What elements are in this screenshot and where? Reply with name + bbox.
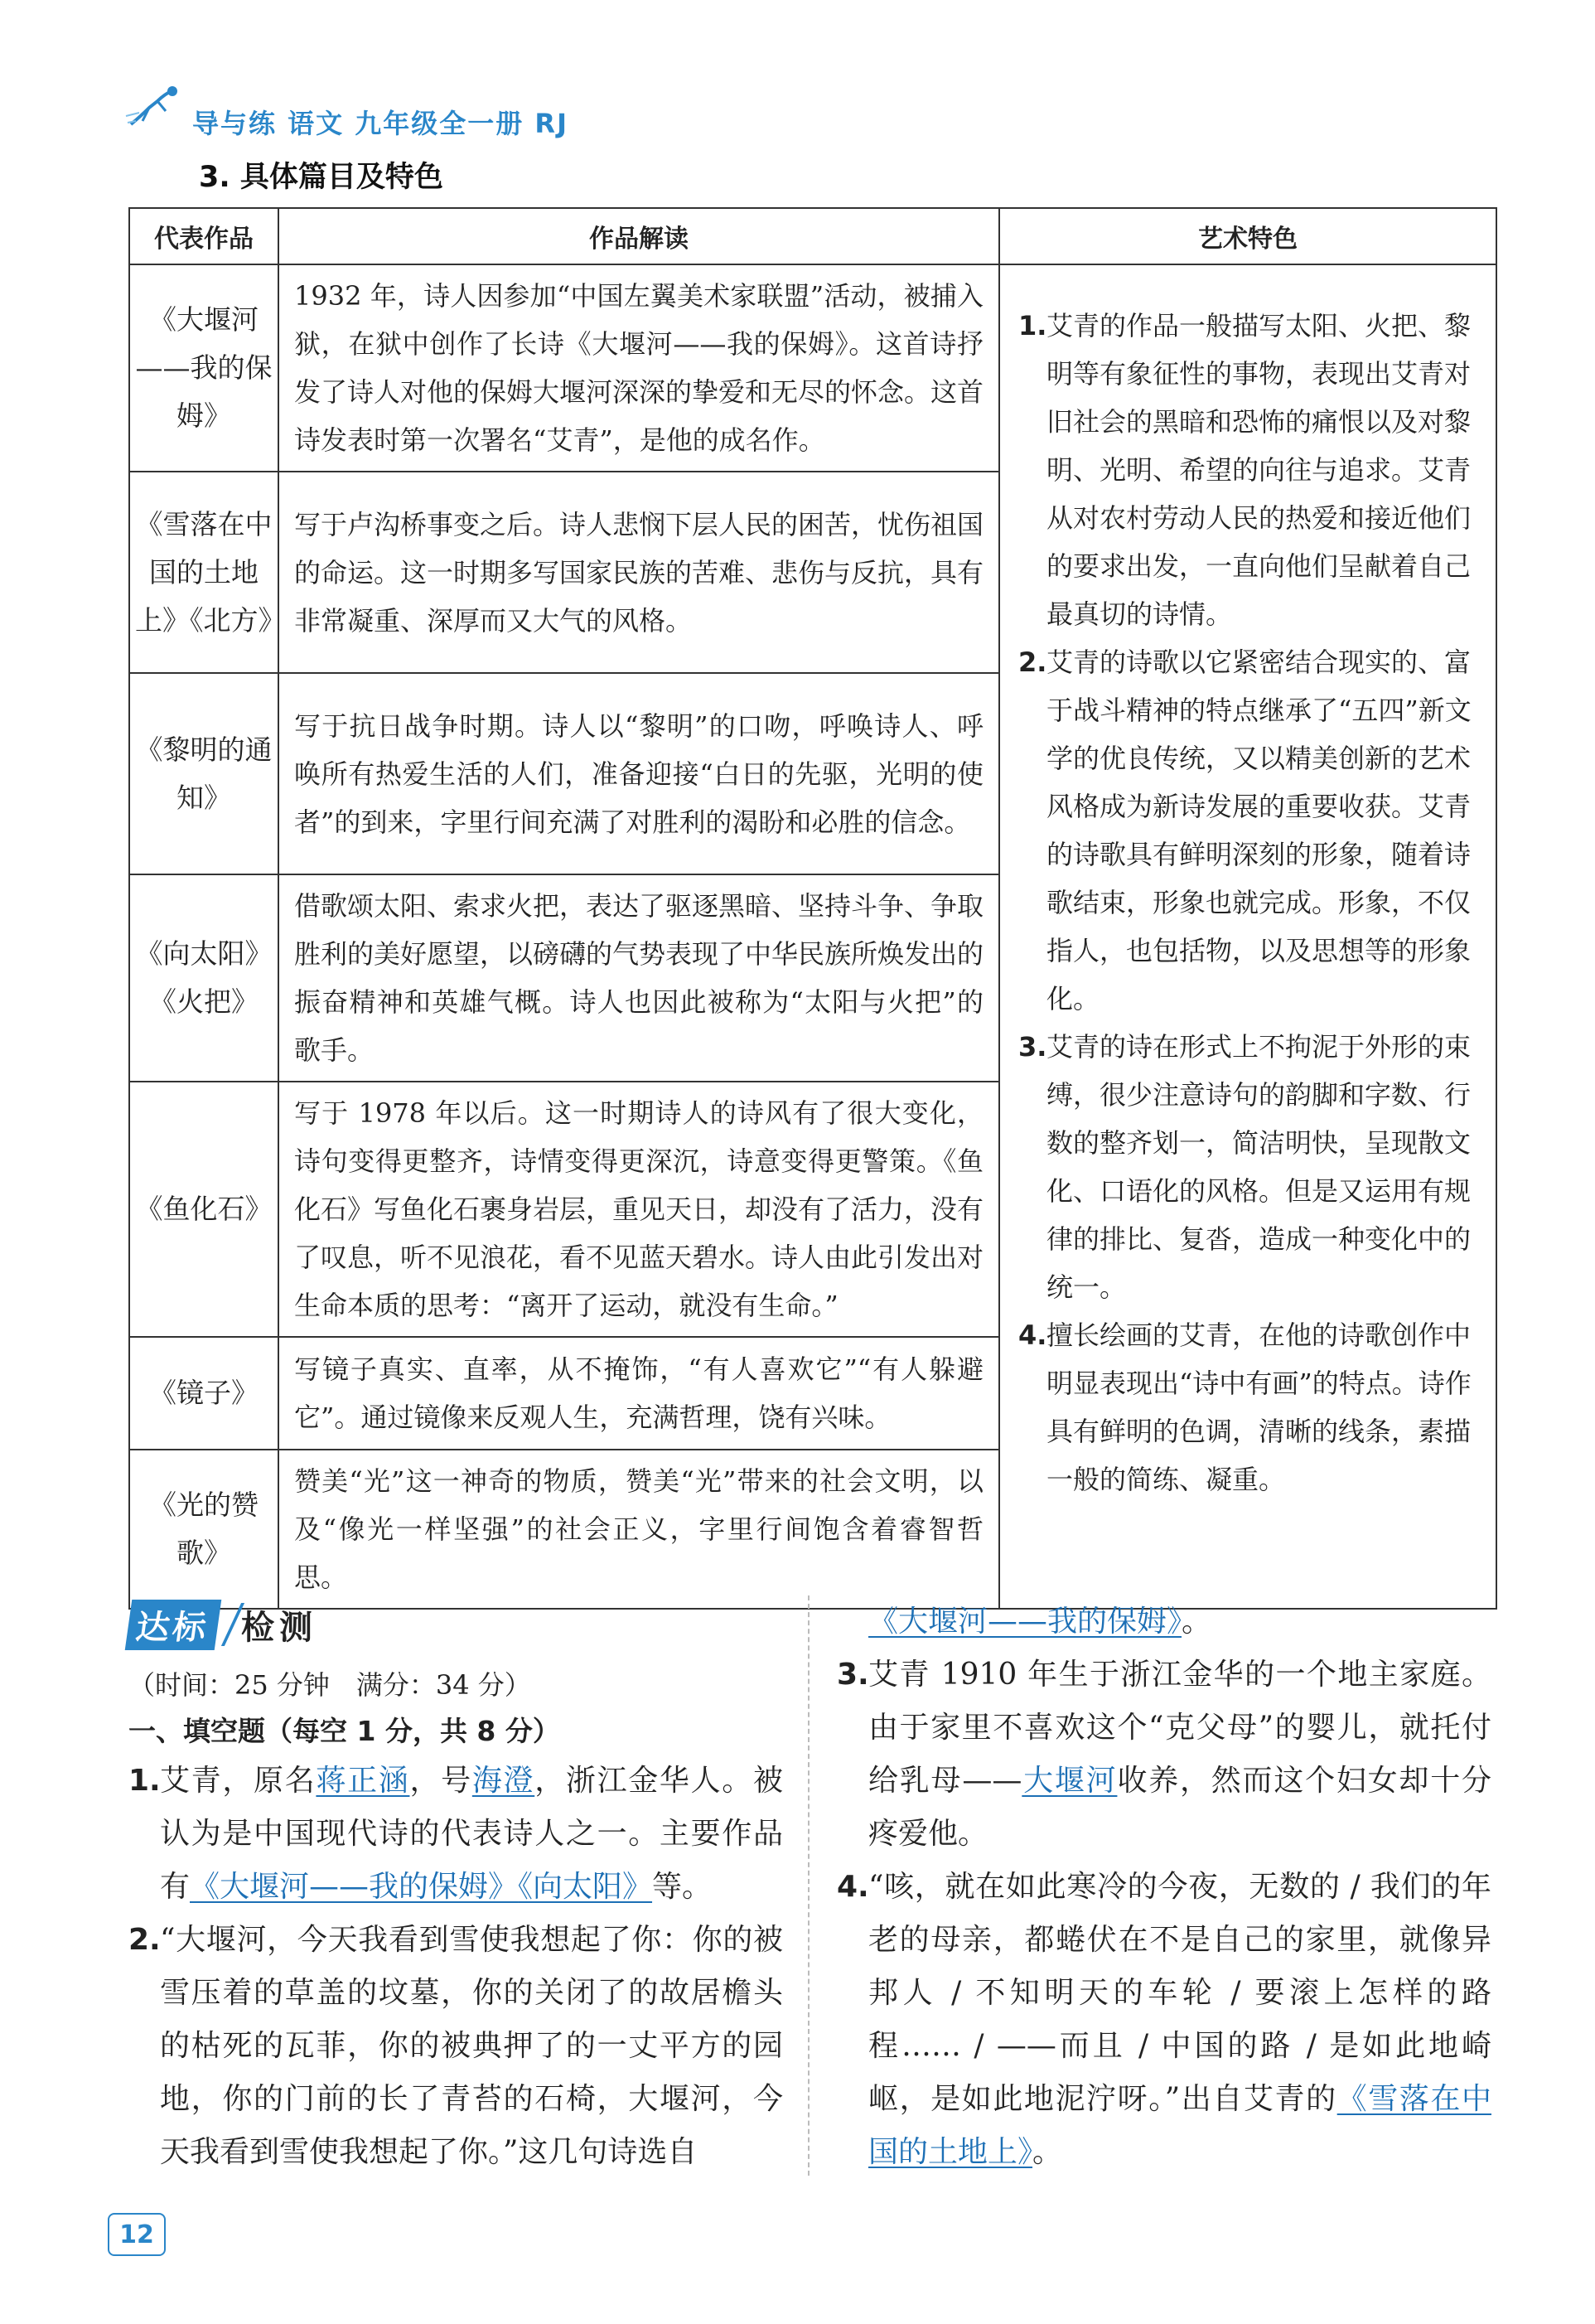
test-right-column xyxy=(837,1595,1491,2179)
answer-blank: 大堰河 xyxy=(1022,1764,1118,1798)
answer-blank: 《向太阳》 xyxy=(518,1870,653,1904)
test-title: 检测 xyxy=(241,1608,317,1647)
test-heading xyxy=(128,1595,783,1653)
question-4: 4. “咳，就在如此寒冷的今夜，无数的 / 我们的年老的母亲，都蜷伏在不是自己的家里，就像异邦人 / 不知明天的车轮 / 要滚上怎样的路程…… / ——而且 / 中国的路 / 是如此地崎岖，是如此地泥泞呀。”出自艾青的《雪落在中国的土地上》。 xyxy=(837,1870,1491,2169)
work-name: 《向太阳》《火把》 xyxy=(129,874,278,1082)
answer-blank: 《大堰河——我的保姆》 xyxy=(868,1605,1182,1639)
table-header-row xyxy=(129,208,1496,264)
section-title: 3. 具体篇目及特色 xyxy=(199,161,443,194)
works-table xyxy=(128,207,1497,1610)
work-interpretation: 1932 年，诗人因参加“中国左翼美术家联盟”活动，被捕入狱，在狱中创作了长诗《大堰河——我的保姆》。这首诗抒发了诗人对他的保姆大堰河深深的挚爱和无尽的怀念。这首诗发表时第一次署名“艾青”，是他的成名作。 xyxy=(278,264,999,472)
running-header: 导与练 语文 九年级全一册 RJ xyxy=(192,108,568,139)
work-name: 《雪落在中国的土地上》《北方》 xyxy=(129,472,278,673)
work-name: 《黎明的通知》 xyxy=(129,673,278,874)
work-interpretation: 赞美“光”这一神奇的物质，赞美“光”带来的社会文明，以及“像光一样坚强”的社会正义，字里行间饱含着睿智哲思。 xyxy=(278,1450,999,1609)
art-item: 4. 擅长绘画的艾青，在他的诗歌创作中明显表现出“诗中有画”的特点。诗作具有鲜明的色调，清晰的线条，素描一般的简练、凝重。 xyxy=(1018,1319,1472,1495)
work-interpretation: 写于抗日战争时期。诗人以“黎明”的口吻，呼唤诗人、呼唤所有热爱生活的人们，准备迎接“白日的先驱，光明的使者”的到来，字里行间充满了对胜利的渴盼和必胜的信念。 xyxy=(278,673,999,874)
column-divider xyxy=(808,1595,810,2176)
test-badge: 达标 xyxy=(125,1600,222,1650)
art-item: 3. 艾青的诗在形式上不拘泥于外形的束缚，很少注意诗句的韵脚和字数、行数的整齐划一，简洁明快，呈现散文化、口语化的风格。但是又运用有规律的排比、复沓，造成一种变化中的统一。 xyxy=(1018,1031,1472,1303)
question-2: 2. “大堰河，今天我看到雪使我想起了你：你的被雪压着的草盖的坟墓，你的关闭了的故居檐头的枯死的瓦菲，你的被典押了的一丈平方的园地，你的门前的长了青苔的石椅，大堰河，今天我看到雪使我想起了你。”这几句诗选自 xyxy=(128,1923,783,2169)
runner-logo-icon xyxy=(124,83,182,131)
work-interpretation: 写于卢沟桥事变之后。诗人悲悯下层人民的困苦，忧伤祖国的命运。这一时期多写国家民族的苦难、悲伤与反抗，具有非常凝重、深厚而又大气的风格。 xyxy=(278,472,999,673)
answer-blank: 海澄 xyxy=(471,1764,535,1798)
art-item: 1. 艾青的作品一般描写太阳、火把、黎明等有象征性的事物，表现出艾青对旧社会的黑暗和恐怖的痛恨以及对黎明、光明、希望的向往与追求。艾青从对农村劳动人民的热爱和接近他们的要求出发，一直向他们呈献着自己最真切的诗情。 xyxy=(1018,310,1472,630)
work-interpretation: 借歌颂太阳、索求火把，表达了驱逐黑暗、坚持斗争、争取胜利的美好愿望，以磅礴的气势表现了中华民族所焕发出的振奋精神和英雄气概。诗人也因此被称为“太阳与火把”的歌手。 xyxy=(278,874,999,1082)
art-features xyxy=(999,264,1496,1609)
work-name: 《光的赞歌》 xyxy=(129,1450,278,1609)
header-works: 代表作品 xyxy=(129,208,278,264)
work-name: 《鱼化石》 xyxy=(129,1082,278,1337)
question-3: 3. 艾青 1910 年生于浙江金华的一个地主家庭。由于家里不喜欢这个“克父母”的婴儿，就托付给乳母——大堰河收养，然而这个妇女却十分疼爱他。 xyxy=(837,1658,1491,1851)
page-number: 12 xyxy=(108,2213,166,2256)
table-row xyxy=(129,264,1496,472)
test-timing: （时间：25 分钟 满分：34 分） xyxy=(128,1669,531,1701)
answer-blank: 《雪落在中国的土地上》 xyxy=(868,2082,1491,2169)
answer-blank: 蒋正涵 xyxy=(316,1764,410,1798)
answer-blank: 《大堰河——我的保姆》 xyxy=(190,1870,519,1904)
art-item: 2. 艾青的诗歌以它紧密结合现实的、富于战斗精神的特点继承了“五四”新文学的优良传统，又以精美创新的艺术风格成为新诗发展的重要收获。艾青的诗歌具有鲜明深刻的形象，随着诗歌结束，形象也就完成。形象，不仅指人，也包括物，以及思想等的形象化。 xyxy=(1018,646,1472,1014)
header-art-features: 艺术特色 xyxy=(999,208,1496,264)
test-left-column xyxy=(128,1595,783,2179)
work-interpretation: 写镜子真实、直率，从不掩饰，“有人喜欢它”“有人躲避它”。通过镜像来反观人生，充满哲理，饶有兴味。 xyxy=(278,1337,999,1450)
header-interpretation: 作品解读 xyxy=(278,208,999,264)
work-interpretation: 写于 1978 年以后。这一时期诗人的诗风有了很大变化，诗句变得更整齐，诗情变得更深沉，诗意变得更警策。《鱼化石》写鱼化石裹身岩层，重见天日，却没有了活力，没有了叹息，听不见浪花，看不见蓝天碧水。诗人由此引发出对生命本质的思考：“离开了运动，就没有生命。” xyxy=(278,1082,999,1337)
question-2-continued: 《大堰河——我的保姆》。 xyxy=(868,1605,1212,1639)
fill-blank-section-title: 一、填空题（每空 1 分，共 8 分） xyxy=(128,1715,560,1747)
work-name: 《镜子》 xyxy=(129,1337,278,1450)
question-1: 1. 艾青，原名蒋正涵，号海澄，浙江金华人。被认为是中国现代诗的代表诗人之一。主要作品有《大堰河——我的保姆》《向太阳》等。 xyxy=(128,1764,783,1904)
work-name: 《大堰河——我的保姆》 xyxy=(129,264,278,472)
